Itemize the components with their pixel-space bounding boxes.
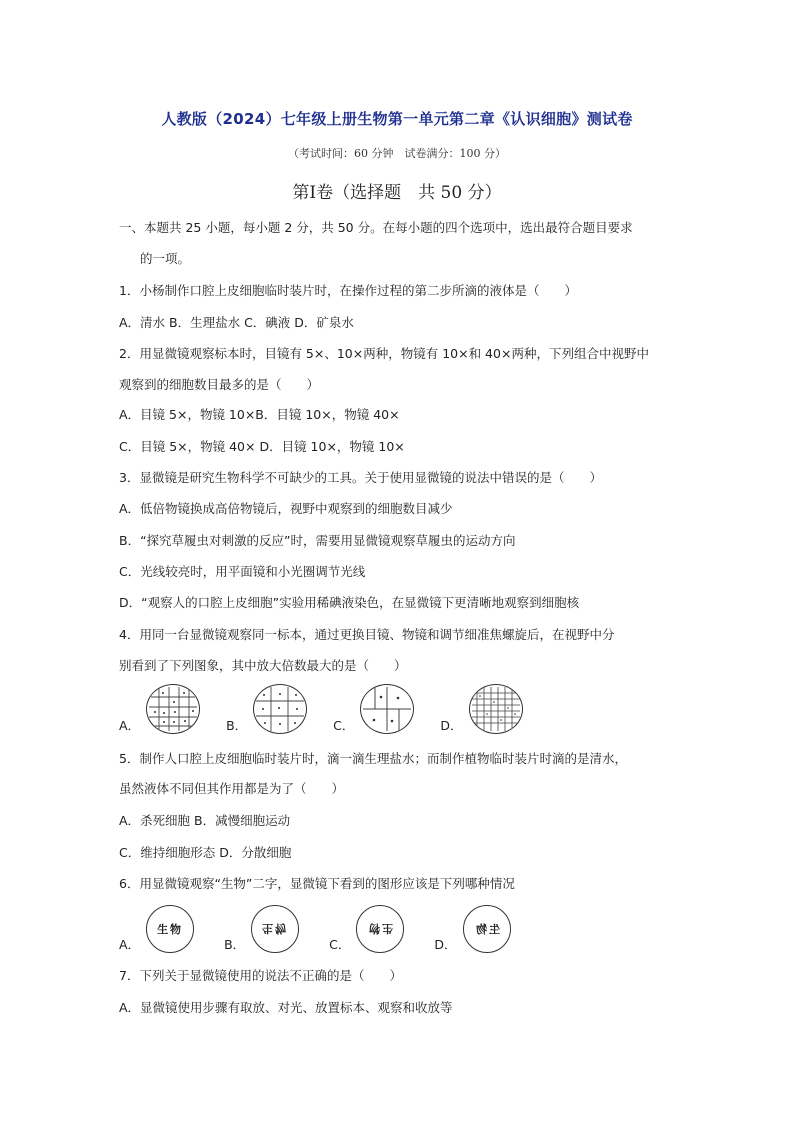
word-flipped-horizontal: 生物 xyxy=(473,923,500,936)
option-label-a: A． xyxy=(119,937,141,952)
option-label-c: C． xyxy=(333,718,355,733)
option-label-d: D． xyxy=(434,937,457,952)
question-2-options-ab: A．目镜 5×，物镜 10×B．目镜 10×，物镜 40× xyxy=(119,407,400,422)
question-4-figures xyxy=(119,684,549,734)
question-3-option-b: B．“探究草履虫对刺激的反应”时，需要用显微镜观察草履虫的运动方向 xyxy=(119,533,516,548)
word-flipped-vertical: 生物 xyxy=(262,922,289,935)
question-5-stem-2: 虽然液体不同但其作用都是为了（ ） xyxy=(119,781,345,796)
option-label-b: B． xyxy=(224,937,246,952)
question-3-stem: 3．显微镜是研究生物科学不可缺少的工具。关于使用显微镜的说法中错误的是（ ） xyxy=(119,470,602,485)
question-4-stem-1: 4．用同一台显微镜观察同一标本，通过更换目镜、物镜和调节细准焦螺旋后，在视野中分 xyxy=(119,627,615,642)
question-3-option-d: D．“观察人的口腔上皮细胞”实验用稀碘液染色，在显微镜下更清晰地观察到细胞核 xyxy=(119,595,580,610)
exam-info: （考试时间：60 分钟 试卷满分：100 分） xyxy=(288,147,506,160)
question-7-option-a: A．显微镜使用步骤有取放、对光、放置标本、观察和收放等 xyxy=(119,1000,453,1015)
word-view-c-icon xyxy=(356,905,404,953)
section-heading: 第Ⅰ卷（选择题 共 50 分） xyxy=(292,183,502,203)
question-6-stem: 6．用显微镜观察“生物”二字，显微镜下看到的图形应该是下列哪种情况 xyxy=(119,876,515,891)
cell-view-b-icon xyxy=(253,684,307,734)
option-label-a: A． xyxy=(119,718,141,733)
word-view-a-icon xyxy=(146,905,194,953)
cell-view-c-icon xyxy=(360,684,414,734)
question-7-stem: 7．下列关于显微镜使用的说法不正确的是（ ） xyxy=(119,968,402,983)
question-5-options-cd: C．维持细胞形态 D．分散细胞 xyxy=(119,845,292,860)
word-view-d-icon xyxy=(463,905,511,953)
question-2-options-cd: C．目镜 5×，物镜 40× D．目镜 10×，物镜 10× xyxy=(119,439,405,454)
page-title: 人教版（2024）七年级上册生物第一单元第二章《认识细胞》测试卷 xyxy=(161,110,633,128)
word-rotated: 生物 xyxy=(367,922,394,935)
question-2-stem-2: 观察到的细胞数目最多的是（ ） xyxy=(119,377,320,392)
question-4-stem-2: 别看到了下列图象，其中放大倍数最大的是（ ） xyxy=(119,658,407,673)
word-view-b-icon xyxy=(251,905,299,953)
question-1-stem: 1．小杨制作口腔上皮细胞临时装片时，在操作过程的第二步所滴的液体是（ ） xyxy=(119,283,577,298)
question-2-stem-1: 2．用显微镜观察标本时，目镜有 5×、10×两种，物镜有 10×和 40×两种，下列组合中视野中 xyxy=(119,346,649,361)
question-5-options-ab: A．杀死细胞 B．减慢细胞运动 xyxy=(119,813,291,828)
question-6-figures xyxy=(119,905,541,953)
option-label-d: D． xyxy=(440,718,463,733)
instruction-line-1: 一、本题共 25 小题，每小题 2 分，共 50 分。在每小题的四个选项中，选出最符合题目要求 xyxy=(119,220,633,235)
question-3-option-a: A．低倍物镜换成高倍物镜后，视野中观察到的细胞数目减少 xyxy=(119,501,453,516)
cell-view-d-icon xyxy=(469,684,523,734)
option-label-b: B． xyxy=(226,718,248,733)
question-5-stem-1: 5．制作人口腔上皮细胞临时装片时，滴一滴生理盐水；而制作植物临时装片时滴的是清水， xyxy=(119,751,627,766)
option-label-c: C． xyxy=(329,937,351,952)
question-3-option-c: C．光线较亮时，用平面镜和小光圈调节光线 xyxy=(119,564,366,579)
word-upright: 生物 xyxy=(157,923,184,936)
instruction-line-2: 的一项。 xyxy=(140,251,191,266)
cell-view-a-icon xyxy=(146,684,200,734)
question-1-options: A．清水 B．生理盐水 C．碘液 D．矿泉水 xyxy=(119,315,354,330)
